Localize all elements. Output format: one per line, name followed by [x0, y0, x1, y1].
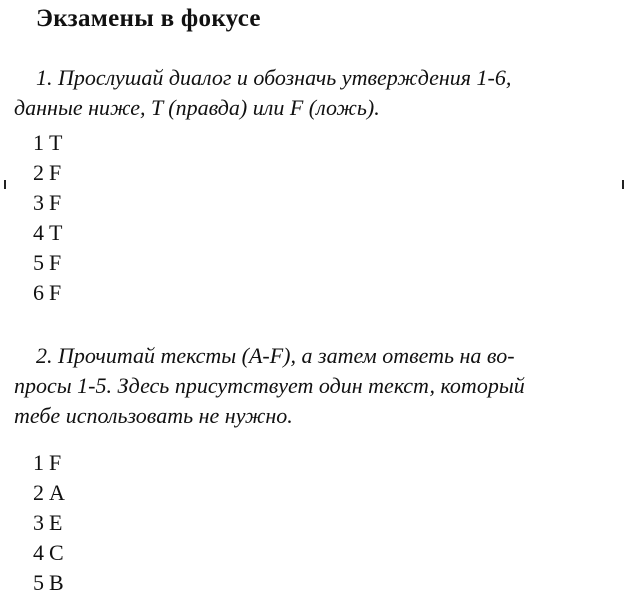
- answer-number: 4: [33, 540, 44, 565]
- section-title: Экзамены в фокусе: [36, 5, 261, 32]
- answer-value: F: [49, 250, 62, 275]
- exercise-1-line: 1. Прослушай диалог и обозначь утверждения 1-6,: [36, 65, 512, 90]
- answer-value: F: [49, 190, 62, 215]
- answer-item: [33, 188, 62, 218]
- answer-item: [33, 538, 65, 568]
- exercise-1-instructions: [14, 63, 614, 123]
- exercise-1-line: данные ниже, T (правда) или F (ложь).: [14, 95, 380, 120]
- answer-value: T: [49, 220, 63, 245]
- answer-item: [33, 128, 62, 158]
- answer-value: F: [49, 160, 62, 185]
- answer-number: 1: [33, 130, 44, 155]
- answer-value: T: [49, 130, 63, 155]
- answer-number: 3: [33, 190, 44, 215]
- answer-item: [33, 508, 65, 538]
- answer-number: 5: [33, 250, 44, 275]
- exercise-2-line: 2. Прочитай тексты (A-F), а затем ответь на во-: [36, 343, 515, 368]
- answer-item: [33, 158, 62, 188]
- answer-value: F: [49, 280, 62, 305]
- answer-value: F: [49, 450, 62, 475]
- answer-item: [33, 278, 62, 308]
- answer-number: 1: [33, 450, 44, 475]
- exercise-2-line: тебе использовать не нужно.: [14, 403, 293, 428]
- answer-item: [33, 448, 65, 478]
- answer-number: 5: [33, 570, 44, 595]
- exercise-2-instructions: [14, 341, 614, 431]
- answer-item: [33, 218, 62, 248]
- answer-value: C: [49, 540, 64, 565]
- answer-number: 2: [33, 160, 44, 185]
- scan-margin-mark: [622, 180, 624, 189]
- answer-item: [33, 478, 65, 508]
- answer-number: 4: [33, 220, 44, 245]
- exercise-1-answers: [33, 128, 62, 308]
- answer-item: [33, 248, 62, 278]
- scan-margin-mark: [4, 180, 6, 189]
- answer-value: E: [49, 510, 63, 535]
- exercise-2-line: просы 1-5. Здесь присутствует один текст, который: [14, 373, 525, 398]
- exercise-2-answers: [33, 448, 65, 598]
- answer-value: B: [49, 570, 64, 595]
- answer-value: A: [49, 480, 65, 505]
- answer-number: 6: [33, 280, 44, 305]
- answer-number: 3: [33, 510, 44, 535]
- answer-number: 2: [33, 480, 44, 505]
- answer-item: [33, 568, 65, 598]
